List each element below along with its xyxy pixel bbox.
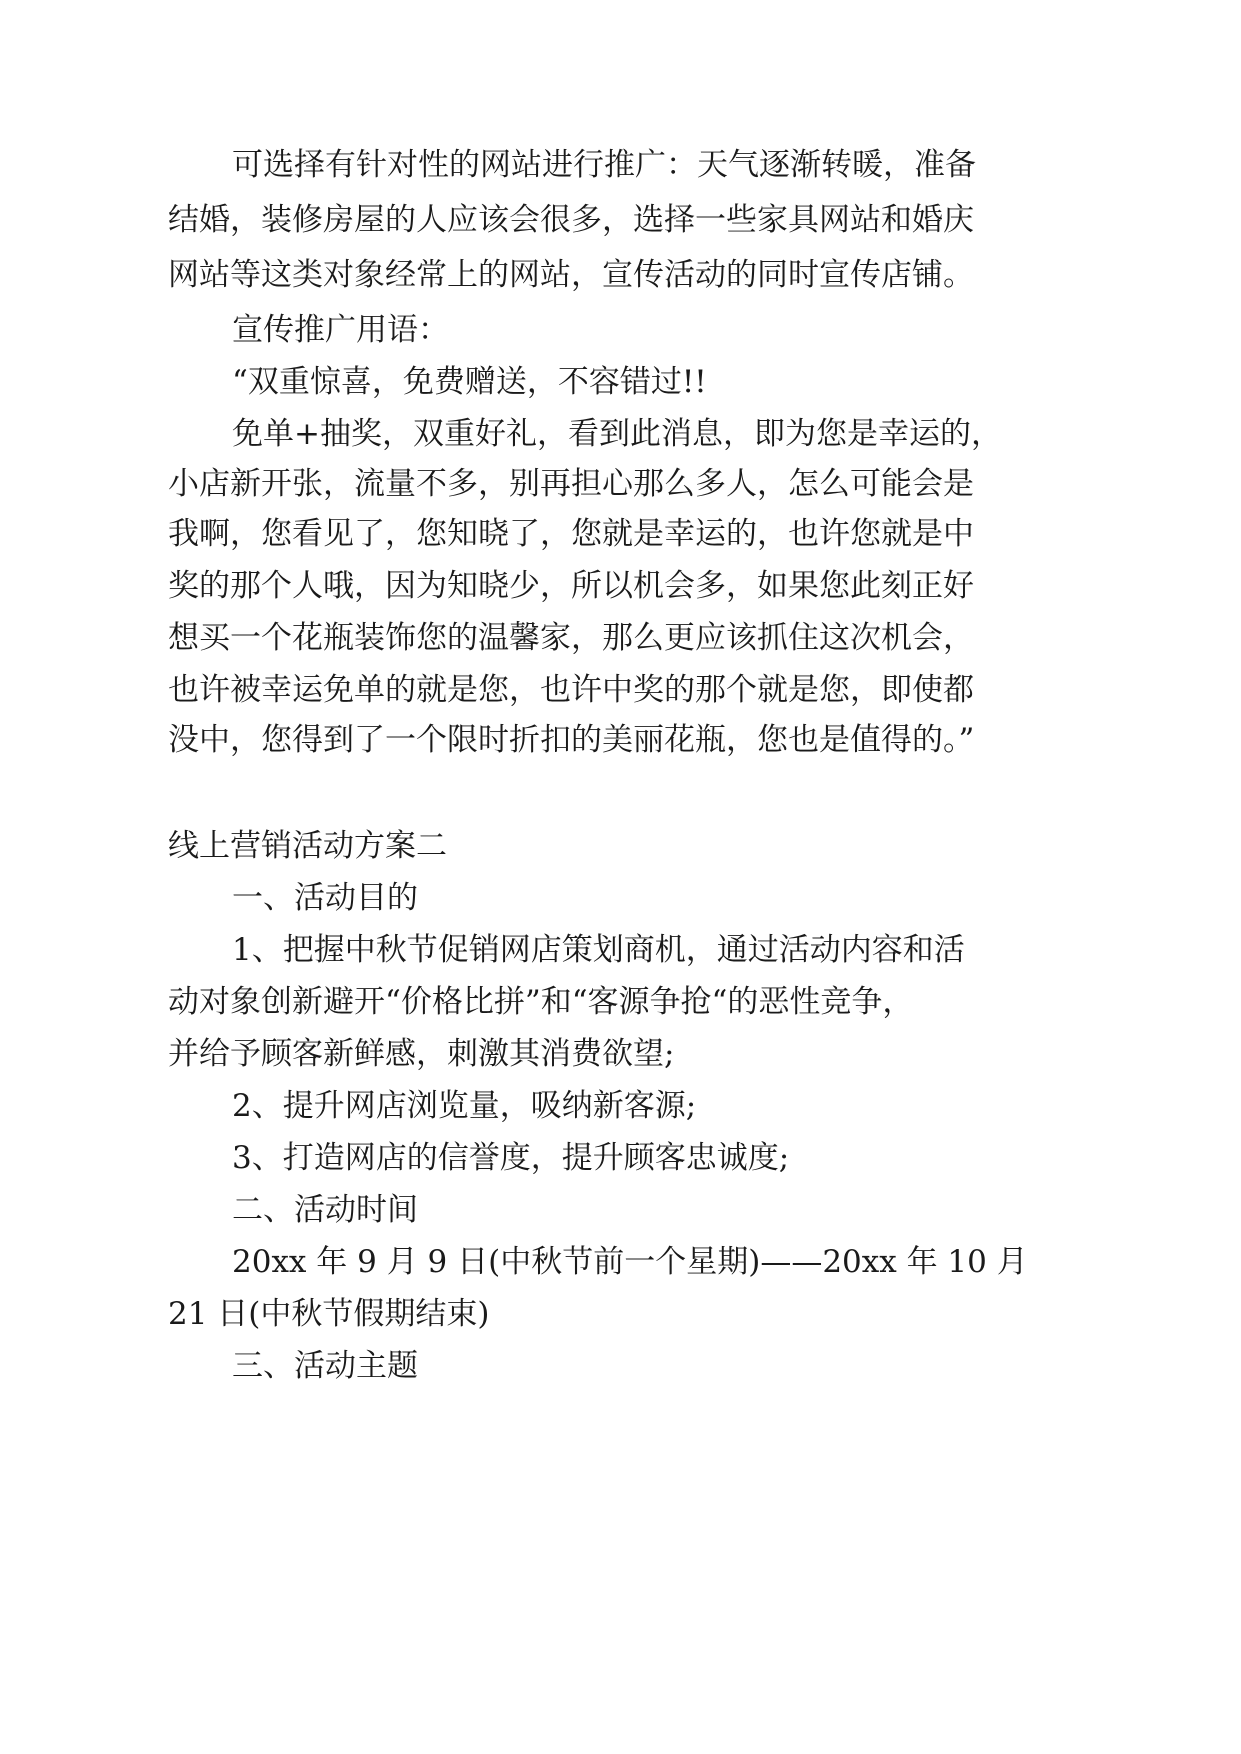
text-line: 20xx 年 9 月 9 日(中秋节前一个星期)——20xx 年 10 月 [232, 1244, 1028, 1280]
text-line: 结婚，装修房屋的人应该会很多，选择一些家具网站和婚庆 [168, 202, 974, 238]
heading: 二、活动时间 [232, 1192, 418, 1228]
heading: 一、活动目的 [232, 880, 418, 916]
text-line: 2、提升网店浏览量，吸纳新客源; [232, 1088, 697, 1124]
text-line: 奖的那个人哦，因为知晓少，所以机会多，如果您此刻正好 [168, 568, 974, 604]
text-line: 没中，您得到了一个限时折扣的美丽花瓶，您也是值得的。” [168, 722, 975, 758]
text-line: 动对象创新避开“价格比拼”和“客源争抢“的恶性竞争， [168, 984, 914, 1020]
text-line: 小店新开张，流量不多，别再担心那么多人，怎么可能会是 [168, 466, 974, 502]
text-line: 想买一个花瓶装饰您的温馨家，那么更应该抓住这次机会， [168, 620, 974, 656]
text-line: 可选择有针对性的网站进行推广：天气逐渐转暖，准备 [232, 147, 976, 183]
text-line: 也许被幸运免单的就是您，也许中奖的那个就是您，即使都 [168, 672, 974, 708]
text-line: 网站等这类对象经常上的网站，宣传活动的同时宣传店铺。 [168, 257, 974, 293]
text-line: “双重惊喜，免费赠送，不容错过!! [232, 364, 707, 400]
section-title: 线上营销活动方案二 [168, 828, 447, 864]
text-line: 我啊，您看见了，您知晓了，您就是幸运的，也许您就是中 [168, 516, 974, 552]
text-line: 宣传推广用语： [232, 312, 449, 348]
text-line: 免单+抽奖，双重好礼，看到此消息，即为您是幸运的， [232, 416, 1002, 452]
text-line: 3、打造网店的信誉度，提升顾客忠诚度; [232, 1140, 790, 1176]
heading: 三、活动主题 [232, 1348, 418, 1384]
text-line: 21 日(中秋节假期结束) [168, 1296, 490, 1332]
text-line: 并给予顾客新鲜感，刺激其消费欲望; [168, 1036, 675, 1072]
text-line: 1、把握中秋节促销网店策划商机，通过活动内容和活 [232, 932, 965, 968]
